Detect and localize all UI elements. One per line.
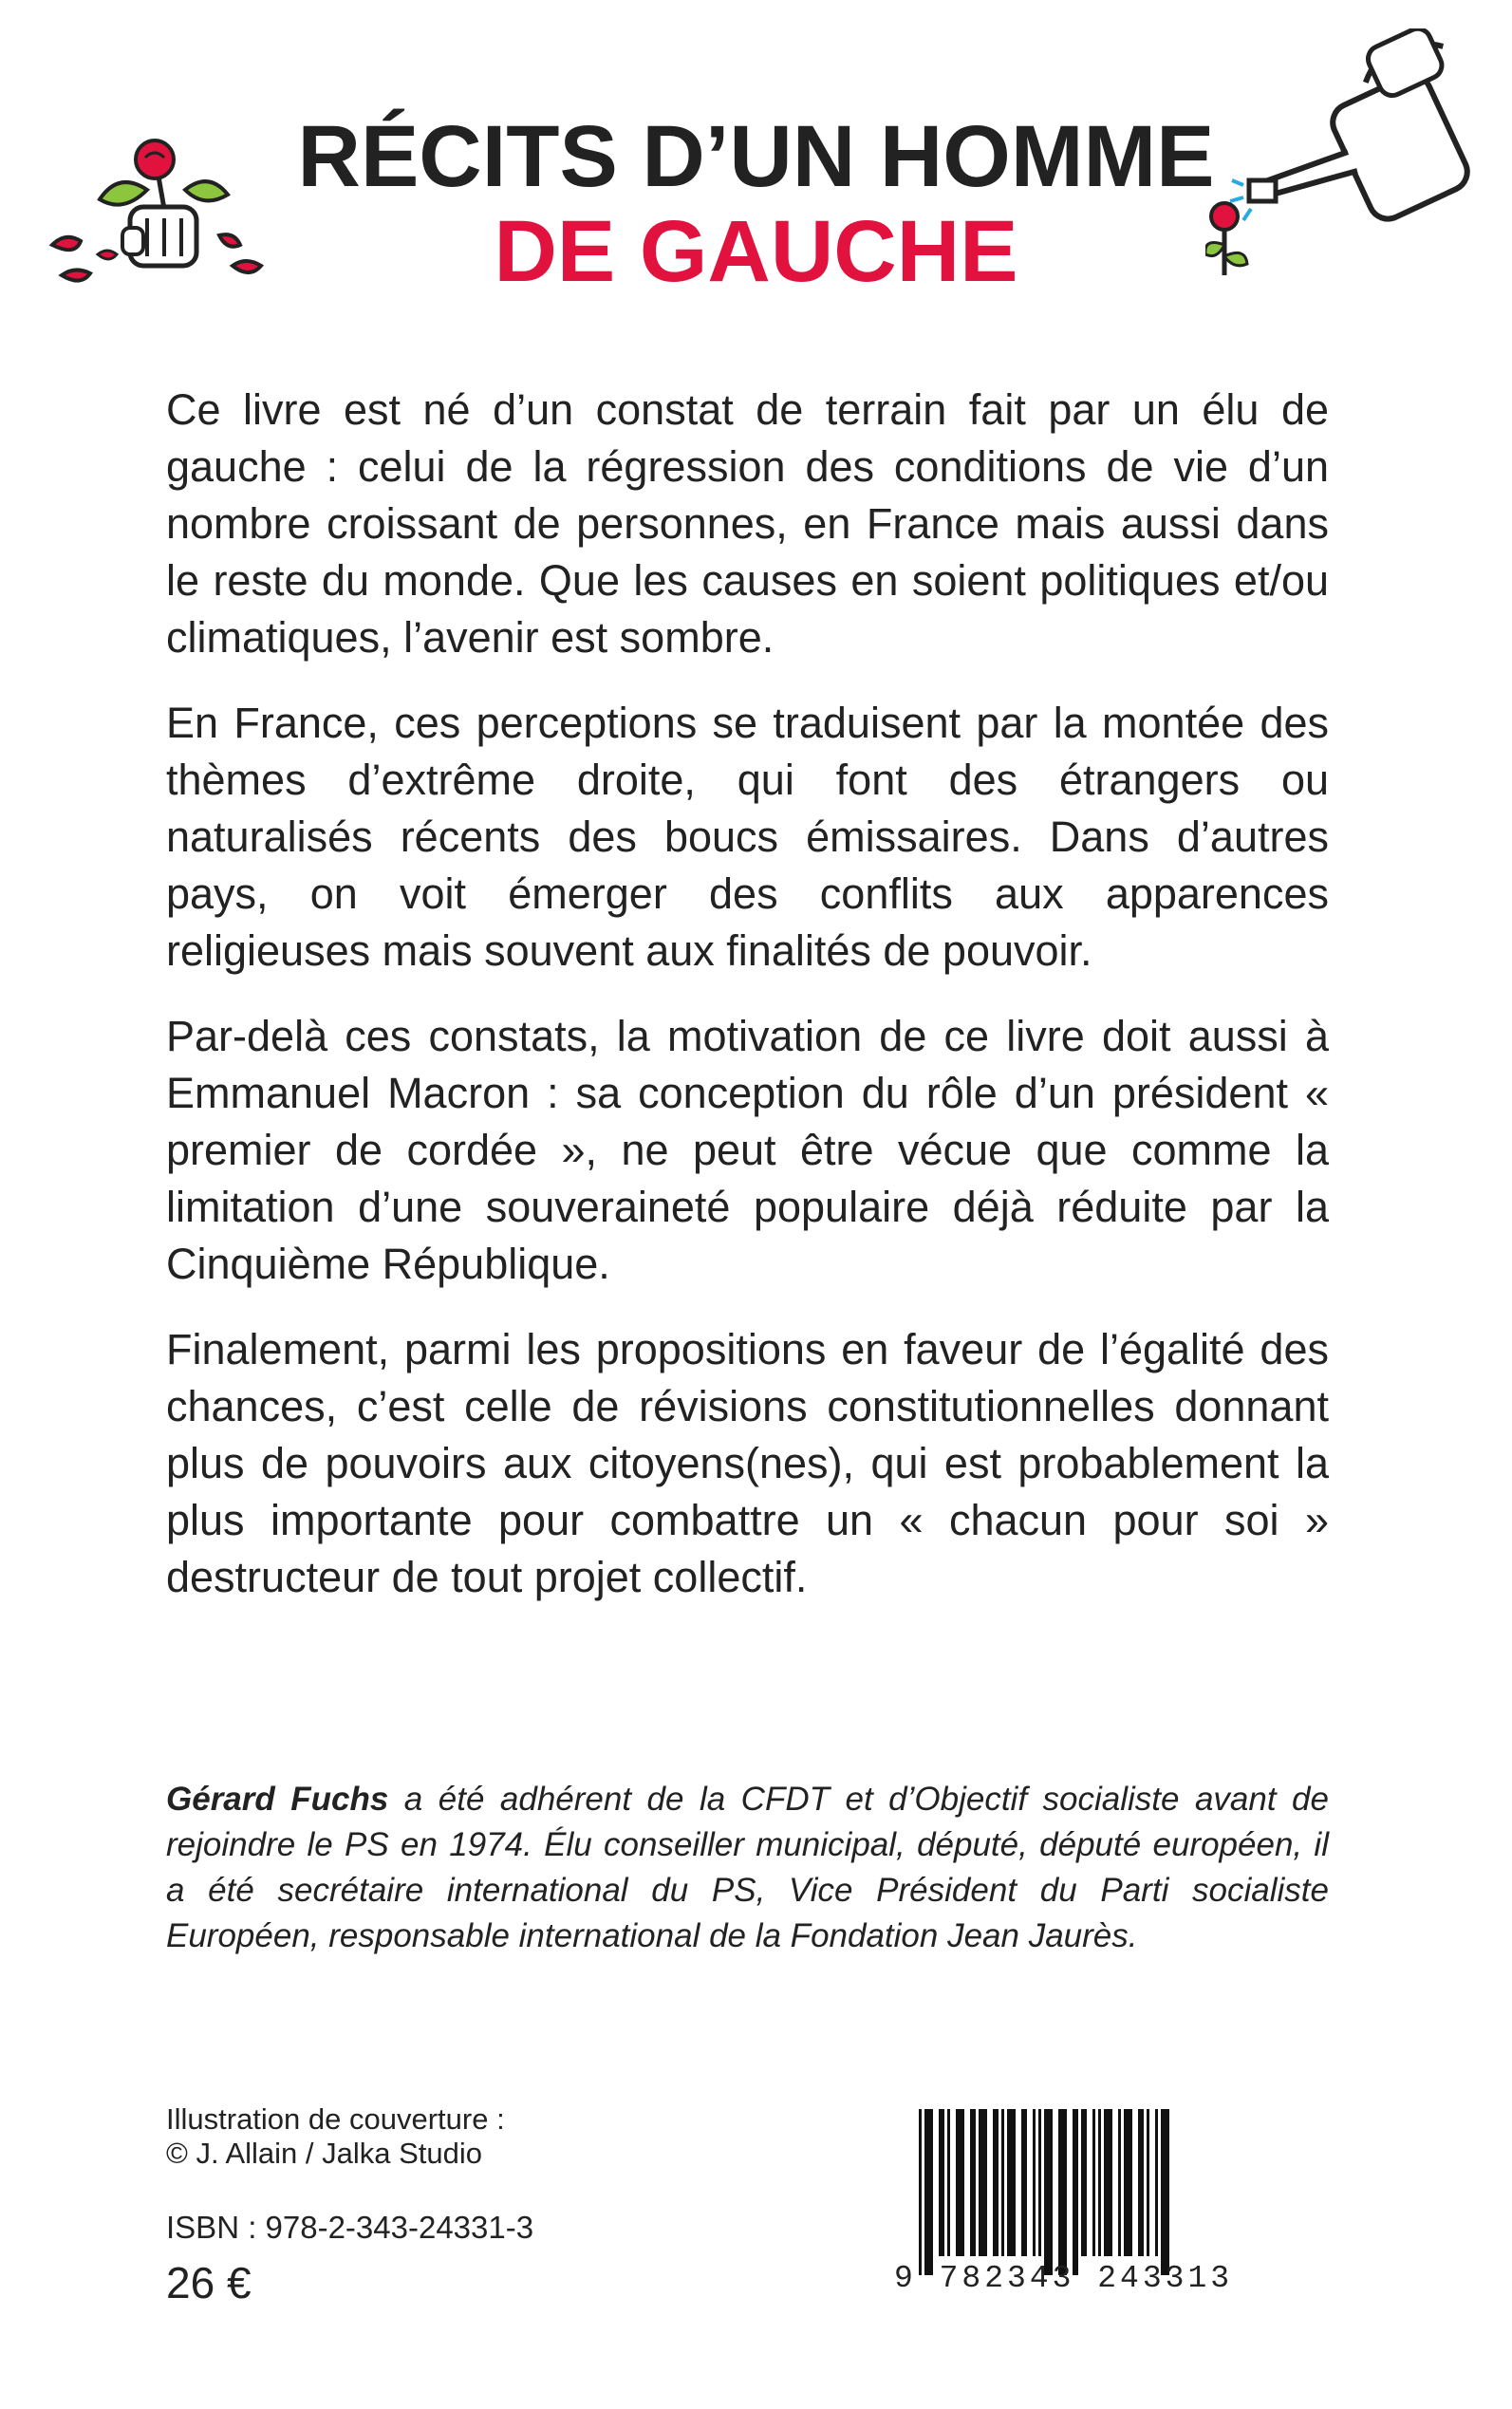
credits-line-1: Illustration de couverture : [166, 2102, 505, 2136]
barcode-bar [1092, 2109, 1095, 2256]
title-line-2: DE GAUCHE [494, 203, 1018, 300]
barcode-bar [924, 2109, 933, 2275]
barcode-bar [1098, 2109, 1101, 2256]
isbn: ISBN : 978-2-343-24331-3 [166, 2210, 534, 2245]
barcode-bar [1021, 2109, 1027, 2256]
barcode-bar [1073, 2109, 1078, 2275]
barcode-bar [1147, 2109, 1149, 2256]
barcode-bar [970, 2109, 976, 2256]
barcode-bar [1038, 2109, 1041, 2256]
barcode-bar [1033, 2109, 1036, 2256]
barcode-bar [956, 2109, 964, 2256]
title-line-1: RÉCITS D’UN HOMME [297, 108, 1215, 205]
fist-holding-rose-icon [43, 133, 289, 294]
barcode-bar [1138, 2109, 1144, 2256]
barcode-bar [1007, 2109, 1016, 2256]
barcode-bar [1104, 2109, 1112, 2256]
barcode-bar [947, 2109, 950, 2256]
barcode-bar [1058, 2109, 1067, 2275]
summary-paragraph: Ce livre est né d’un constat de terrain fait par un élu de gauche : celui de la régression des conditions de vie d’un nombre croissant de personnes, en France mais aussi dans le reste du monde. Que les causes en soient politiques et/ou climatiques, l’avenir est sombre. [166, 385, 1329, 662]
barcode-digits: 9 782343 243313 [894, 2261, 1234, 2296]
illustration-credits [166, 2102, 505, 2171]
author-bio-text: a été adhérent de la CFDT et d’Objectif socialiste avant de rejoindre le PS en 1974. Élu conseiller municipal, député, député européen, il a été secrétaire international du PS, Vice Président du Parti socialiste Européen, responsable international de la Fondation Jean Jaurès. [166, 1781, 1329, 1954]
summary-paragraph: Par-delà ces constats, la motivation de ce livre doit aussi à Emmanuel Macron : sa conception du rôle d’un président « premier de cordée », ne peut être vécue que comme la limitation d’une souveraineté populaire déjà réduite par la Cinquième République. [166, 1012, 1329, 1288]
author-name: Gérard Fuchs [166, 1781, 389, 1818]
barcode-bar [1161, 2109, 1169, 2275]
barcode-bar [919, 2109, 922, 2275]
back-cover-summary [166, 382, 1329, 1634]
barcode-bar [1118, 2109, 1121, 2256]
summary-paragraph: En France, ces perceptions se traduisent par la montée des thèmes d’extrême droite, qui font des étrangers ou naturalisés récents des boucs émissaires. Dans d’autres pays, on voit émerger des conflits aux apparences religieuses mais souvent aux finalités de pouvoir. [166, 699, 1329, 975]
barcode-bar [1124, 2109, 1132, 2256]
summary-paragraph: Finalement, parmi les propositions en faveur de l’égalité des chances, c’est celle de révisions constitutionnelles donnant plus de pouvoirs aux citoyens(nes), qui est probablement la plus importante pour combattre un « chacun pour soi » destructeur de tout projet collectif. [166, 1325, 1329, 1601]
barcode-bar [1155, 2109, 1158, 2256]
barcode-bar [1044, 2109, 1053, 2275]
barcode-bar [993, 2109, 999, 2256]
barcode-bar [1001, 2109, 1004, 2256]
price: 26 € [166, 2258, 252, 2307]
credits-line-2: © J. Allain / Jalka Studio [166, 2137, 483, 2170]
watering-can-rose-icon [1205, 28, 1481, 285]
barcode-bar [979, 2109, 987, 2256]
barcode-bar [939, 2109, 944, 2256]
barcode-bar [1081, 2109, 1087, 2256]
author-bio [166, 1777, 1329, 1959]
